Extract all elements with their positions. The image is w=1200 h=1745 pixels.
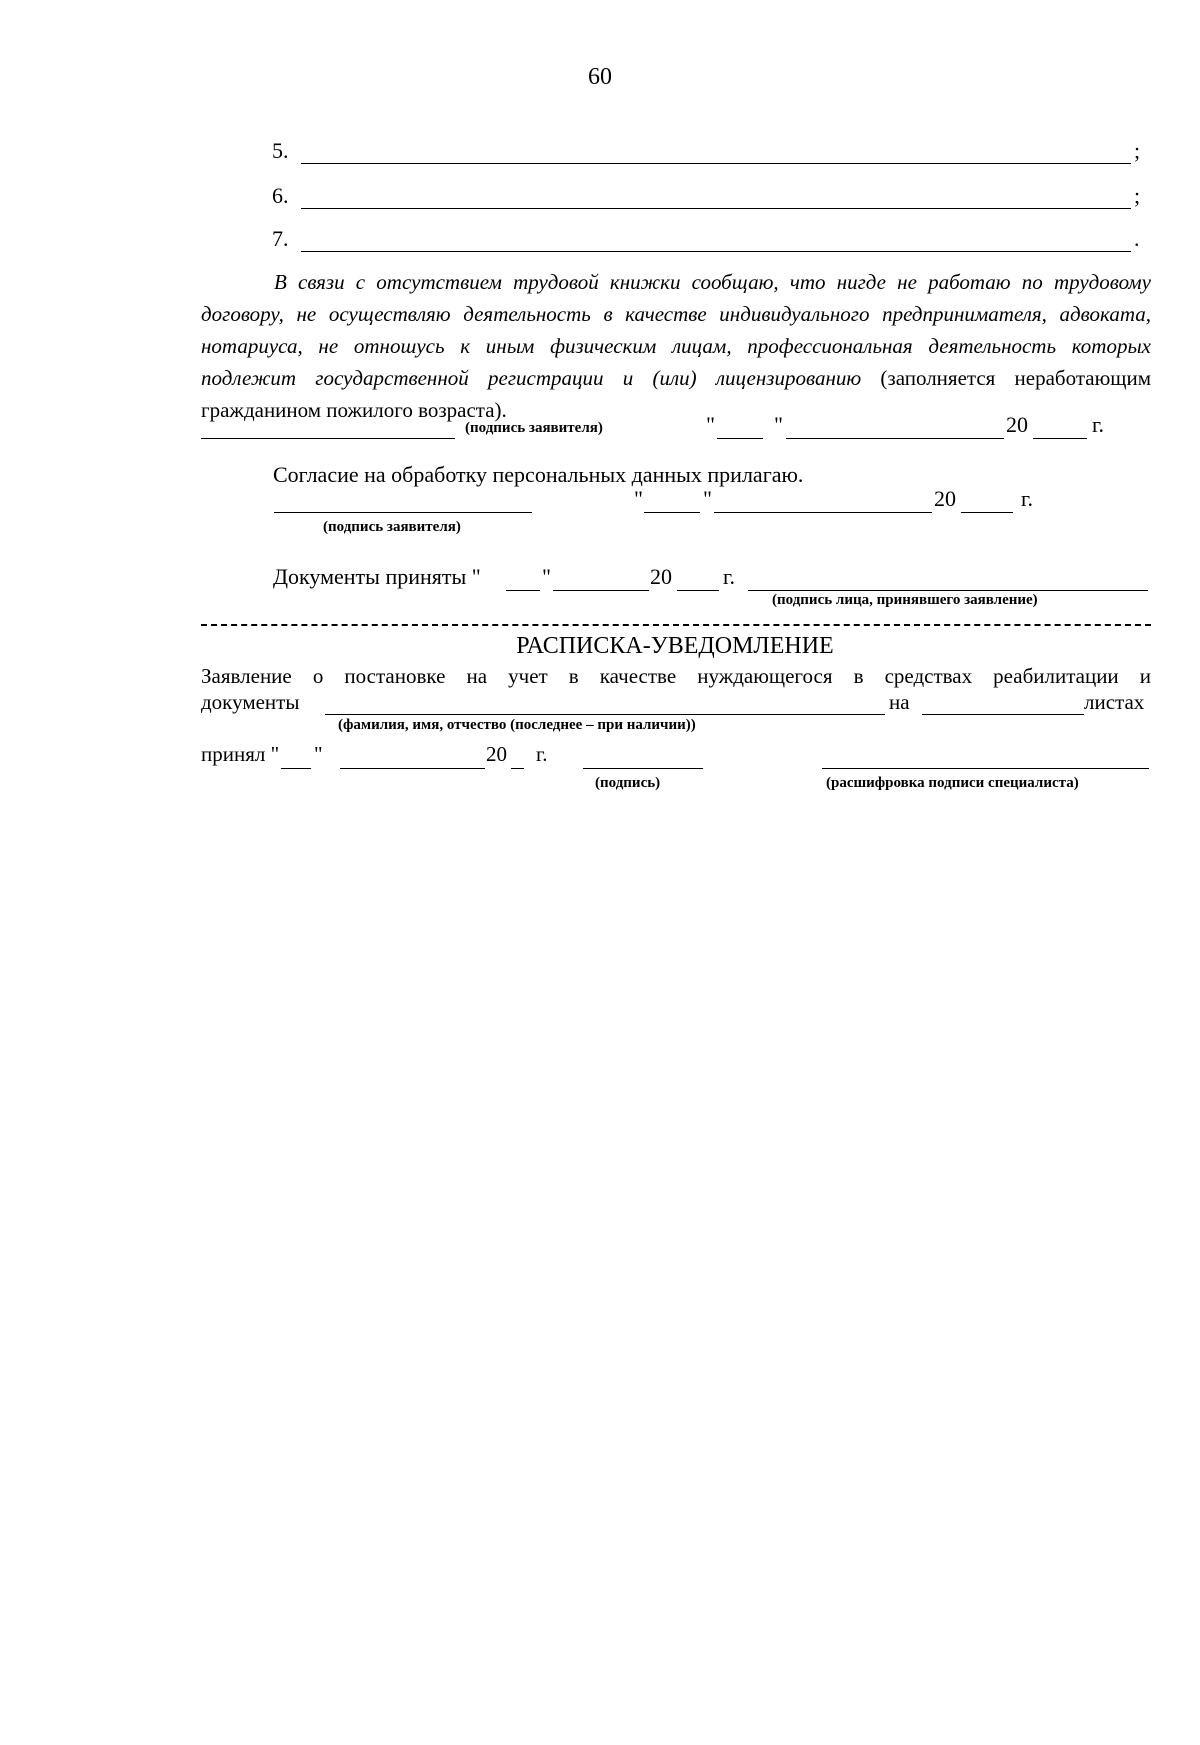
fio-caption: (фамилия, имя, отчество (последнее – при наличии)) <box>338 717 696 733</box>
decode-caption: (расшифровка подписи специалиста) <box>826 775 1079 791</box>
list-item-number: 5. <box>272 138 289 163</box>
quote-close: " <box>314 742 323 766</box>
receipt-line1: Заявление о постановке на учет в качестве нуждающегося в средствах реабилитации и <box>201 664 1151 688</box>
quote-open: " <box>634 486 643 511</box>
quote-close: " <box>774 412 783 437</box>
year-line <box>677 590 719 591</box>
month-line <box>714 512 932 513</box>
year-line <box>1033 438 1087 439</box>
list-item-end: . <box>1134 226 1140 251</box>
year-line <box>511 768 524 769</box>
year-line <box>961 512 1013 513</box>
month-line <box>340 768 485 769</box>
blank-line <box>301 208 1131 209</box>
page-number: 60 <box>588 64 612 90</box>
list-item-end: ; <box>1134 138 1141 163</box>
day-line <box>281 768 311 769</box>
list-item-end: ; <box>1134 183 1141 208</box>
statement-paragraph <box>201 266 1151 426</box>
year-suffix: г. <box>723 564 736 589</box>
consent-text: Согласие на обработку персональных данных прилагаю. <box>273 462 804 487</box>
day-line <box>644 512 700 513</box>
receipt-signature-line <box>583 768 703 769</box>
accepted-text: Документы приняты " <box>273 564 481 589</box>
month-line <box>553 590 649 591</box>
sheets-label: листах <box>1084 690 1145 714</box>
signature-caption: (подпись заявителя) <box>465 420 603 436</box>
quote-open: " <box>706 412 715 437</box>
quote-close: " <box>703 486 712 511</box>
accepted-label: принял " <box>201 742 280 766</box>
blank-line <box>301 251 1131 252</box>
consent-signature-line <box>274 512 532 513</box>
sign-caption: (подпись) <box>595 775 661 791</box>
day-line <box>506 590 540 591</box>
receipt-title: РАСПИСКА-УВЕДОМЛЕНИЕ <box>516 633 834 659</box>
blank-line <box>301 163 1131 164</box>
accepted-caption: (подпись лица, принявшего заявление) <box>772 592 1038 608</box>
on-label: на <box>889 690 910 714</box>
fio-line <box>325 714 885 715</box>
year-prefix: 20 <box>1006 412 1028 437</box>
receipt-decode-line <box>822 768 1149 769</box>
day-line <box>717 438 763 439</box>
list-item-number: 6. <box>272 183 289 208</box>
year-prefix: 20 <box>486 742 507 766</box>
signature-line <box>201 438 455 439</box>
year-suffix: г. <box>1092 412 1105 437</box>
sheets-line <box>922 714 1084 715</box>
statement-normal: (заполняется неработающим гражданином пожилого возраста). <box>201 366 1151 422</box>
month-line <box>786 438 1004 439</box>
year-suffix: г. <box>1021 486 1034 511</box>
cut-line <box>201 624 1151 626</box>
list-item-number: 7. <box>272 226 289 251</box>
quote-close: " <box>542 564 551 589</box>
year-suffix: г. <box>536 742 548 766</box>
staff-signature-line <box>748 590 1148 591</box>
consent-caption: (подпись заявителя) <box>323 519 461 535</box>
docs-label: документы <box>201 690 300 714</box>
year-prefix: 20 <box>934 486 956 511</box>
year-prefix: 20 <box>650 564 672 589</box>
statement-italic: В связи с отсутствием трудовой книжки сообщаю, что нигде не работаю по трудовому договору, не осуществляю деятельность в качестве индивидуального предпринимателя, адвоката, нотариуса, не отношусь к иным физическим лицам, профессиональная деятельность которых подлежит государственной регистрации и (или) лицензированию <box>201 270 1151 390</box>
